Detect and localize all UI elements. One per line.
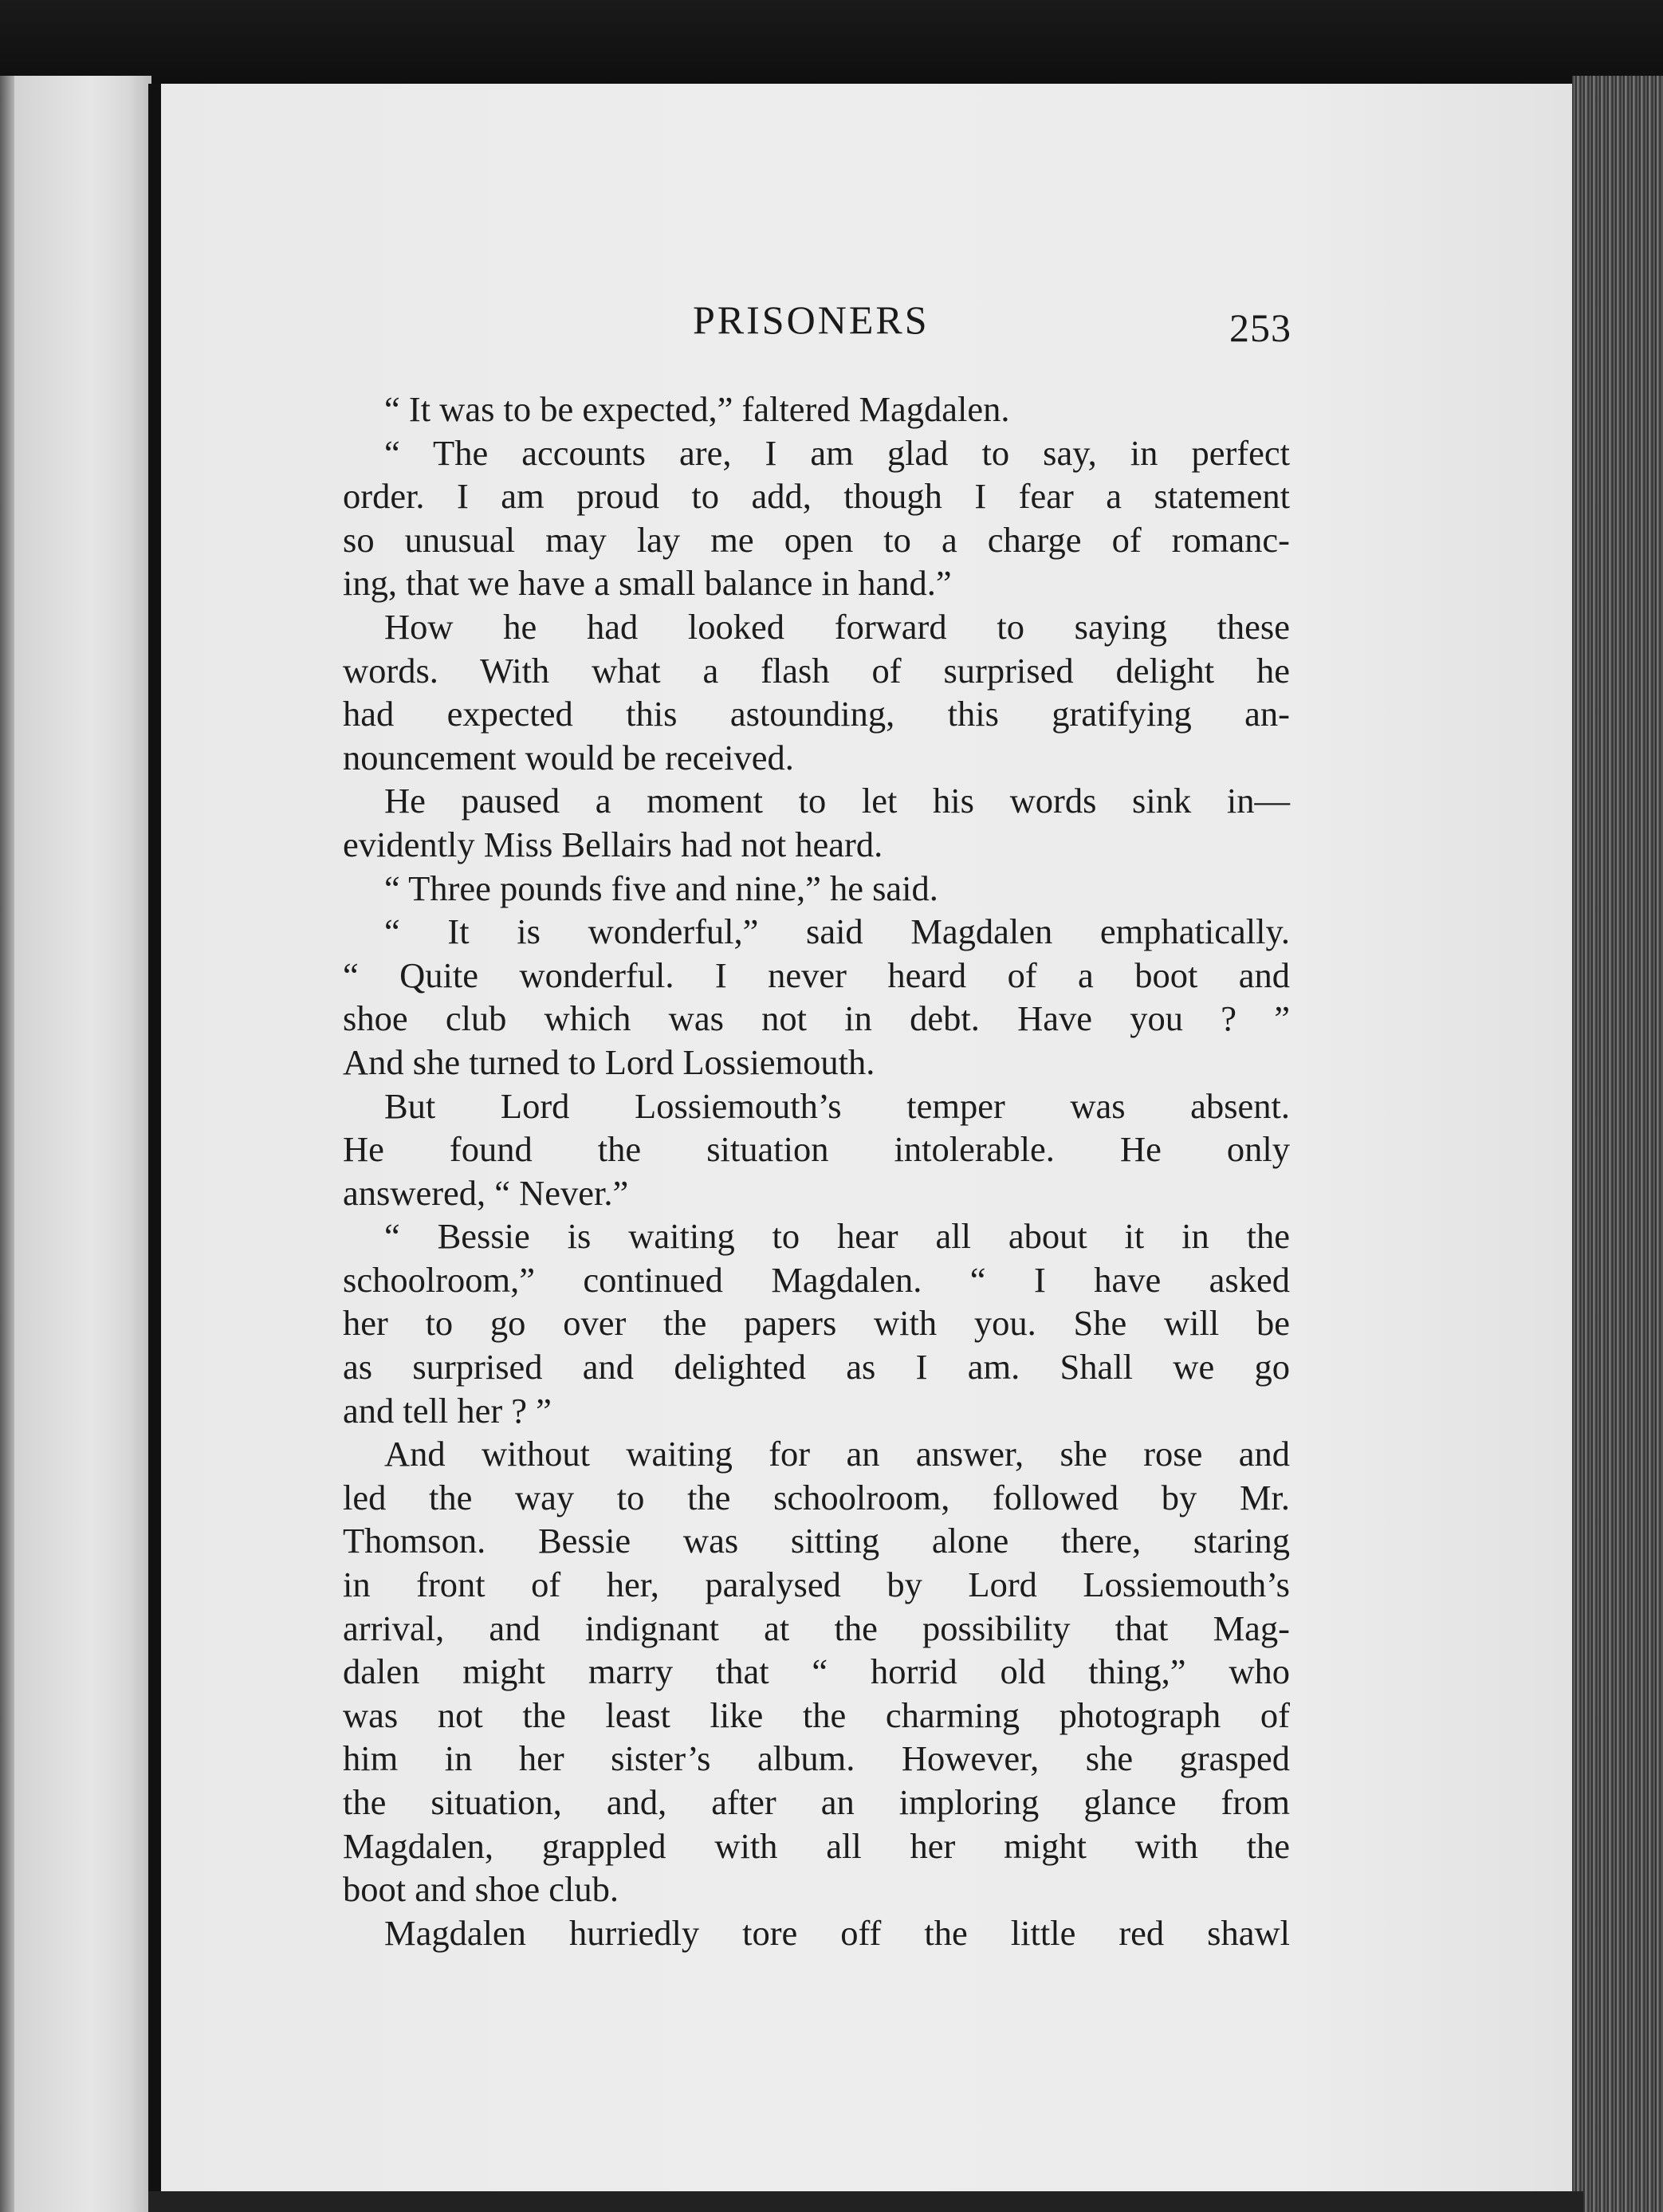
text-line: words. With what a flash of surprised delight he: [343, 650, 1290, 691]
text-line: the situation, and, after an imploring glance from: [343, 1782, 1290, 1822]
text-line: He paused a moment to let his words sink in—: [384, 781, 1290, 821]
text-line: Thomson. Bessie was sitting alone there, staring: [343, 1521, 1290, 1561]
text-line: dalen might marry that “ horrid old thing,” who: [343, 1651, 1290, 1692]
text-line: And she turned to Lord Lossiemouth.: [343, 1041, 875, 1082]
text-line: “ Three pounds five and nine,” he said.: [384, 868, 938, 908]
text-line: as surprised and delighted as I am. Shall we go: [343, 1347, 1290, 1387]
text-line: was not the least like the charming photograph of: [343, 1694, 1290, 1735]
text-line: nouncement would be received.: [343, 737, 794, 777]
text-line: Magdalen hurriedly tore off the little red shawl: [384, 1912, 1290, 1953]
facing-page-edge: [0, 76, 151, 2212]
text-line: led the way to the schoolroom, followed by Mr.: [343, 1477, 1290, 1517]
scan-top-border: [0, 0, 1663, 88]
text-line: And without waiting for an answer, she rose and: [384, 1434, 1290, 1474]
text-line: schoolroom,” continued Magdalen. “ I have asked: [343, 1259, 1290, 1300]
text-line: in front of her, paralysed by Lord Lossiemouth’s: [343, 1565, 1290, 1605]
text-line: so unusual may lay me open to a charge of romanc-: [343, 519, 1290, 560]
book-gutter: [148, 84, 161, 2212]
text-line: arrival, and indignant at the possibility that Mag-: [343, 1608, 1290, 1648]
text-line: shoe club which was not in debt. Have you ? ”: [343, 998, 1290, 1039]
text-line: How he had looked forward to saying these: [384, 606, 1290, 647]
facing-page-shadow: [0, 76, 14, 2212]
text-line: “ It is wonderful,” said Magdalen emphatically.: [384, 911, 1290, 952]
text-line: evidently Miss Bellairs had not heard.: [343, 824, 883, 864]
running-title: PRISONERS: [693, 297, 930, 342]
page-number: 253: [1229, 305, 1291, 350]
body-text: [343, 388, 1290, 1954]
text-line: boot and shoe club.: [343, 1869, 619, 1910]
page-stack-edges: [1572, 76, 1663, 2212]
text-line: “ Bessie is waiting to hear all about it in the: [384, 1216, 1290, 1257]
text-line: and tell her ? ”: [343, 1390, 552, 1431]
scan-bottom-border: [148, 2191, 1583, 2212]
text-line: “ It was to be expected,” faltered Magdalen.: [384, 389, 1010, 429]
text-line: her to go over the papers with you. She will be: [343, 1303, 1290, 1344]
text-line: But Lord Lossiemouth’s temper was absent.: [384, 1085, 1290, 1126]
text-line: He found the situation intolerable. He only: [343, 1129, 1290, 1170]
text-line: answered, “ Never.”: [343, 1172, 629, 1213]
text-line: “ Quite wonderful. I never heard of a boot and: [343, 954, 1290, 995]
text-line: Magdalen, grappled with all her might with the: [343, 1825, 1290, 1866]
text-line: him in her sister’s album. However, she grasped: [343, 1738, 1290, 1779]
text-line: order. I am proud to add, though I fear a statement: [343, 476, 1290, 517]
text-line: had expected this astounding, this gratifying an-: [343, 694, 1290, 734]
text-line: ing, that we have a small balance in hand.”: [343, 563, 952, 604]
text-line: “ The accounts are, I am glad to say, in perfect: [384, 432, 1290, 473]
